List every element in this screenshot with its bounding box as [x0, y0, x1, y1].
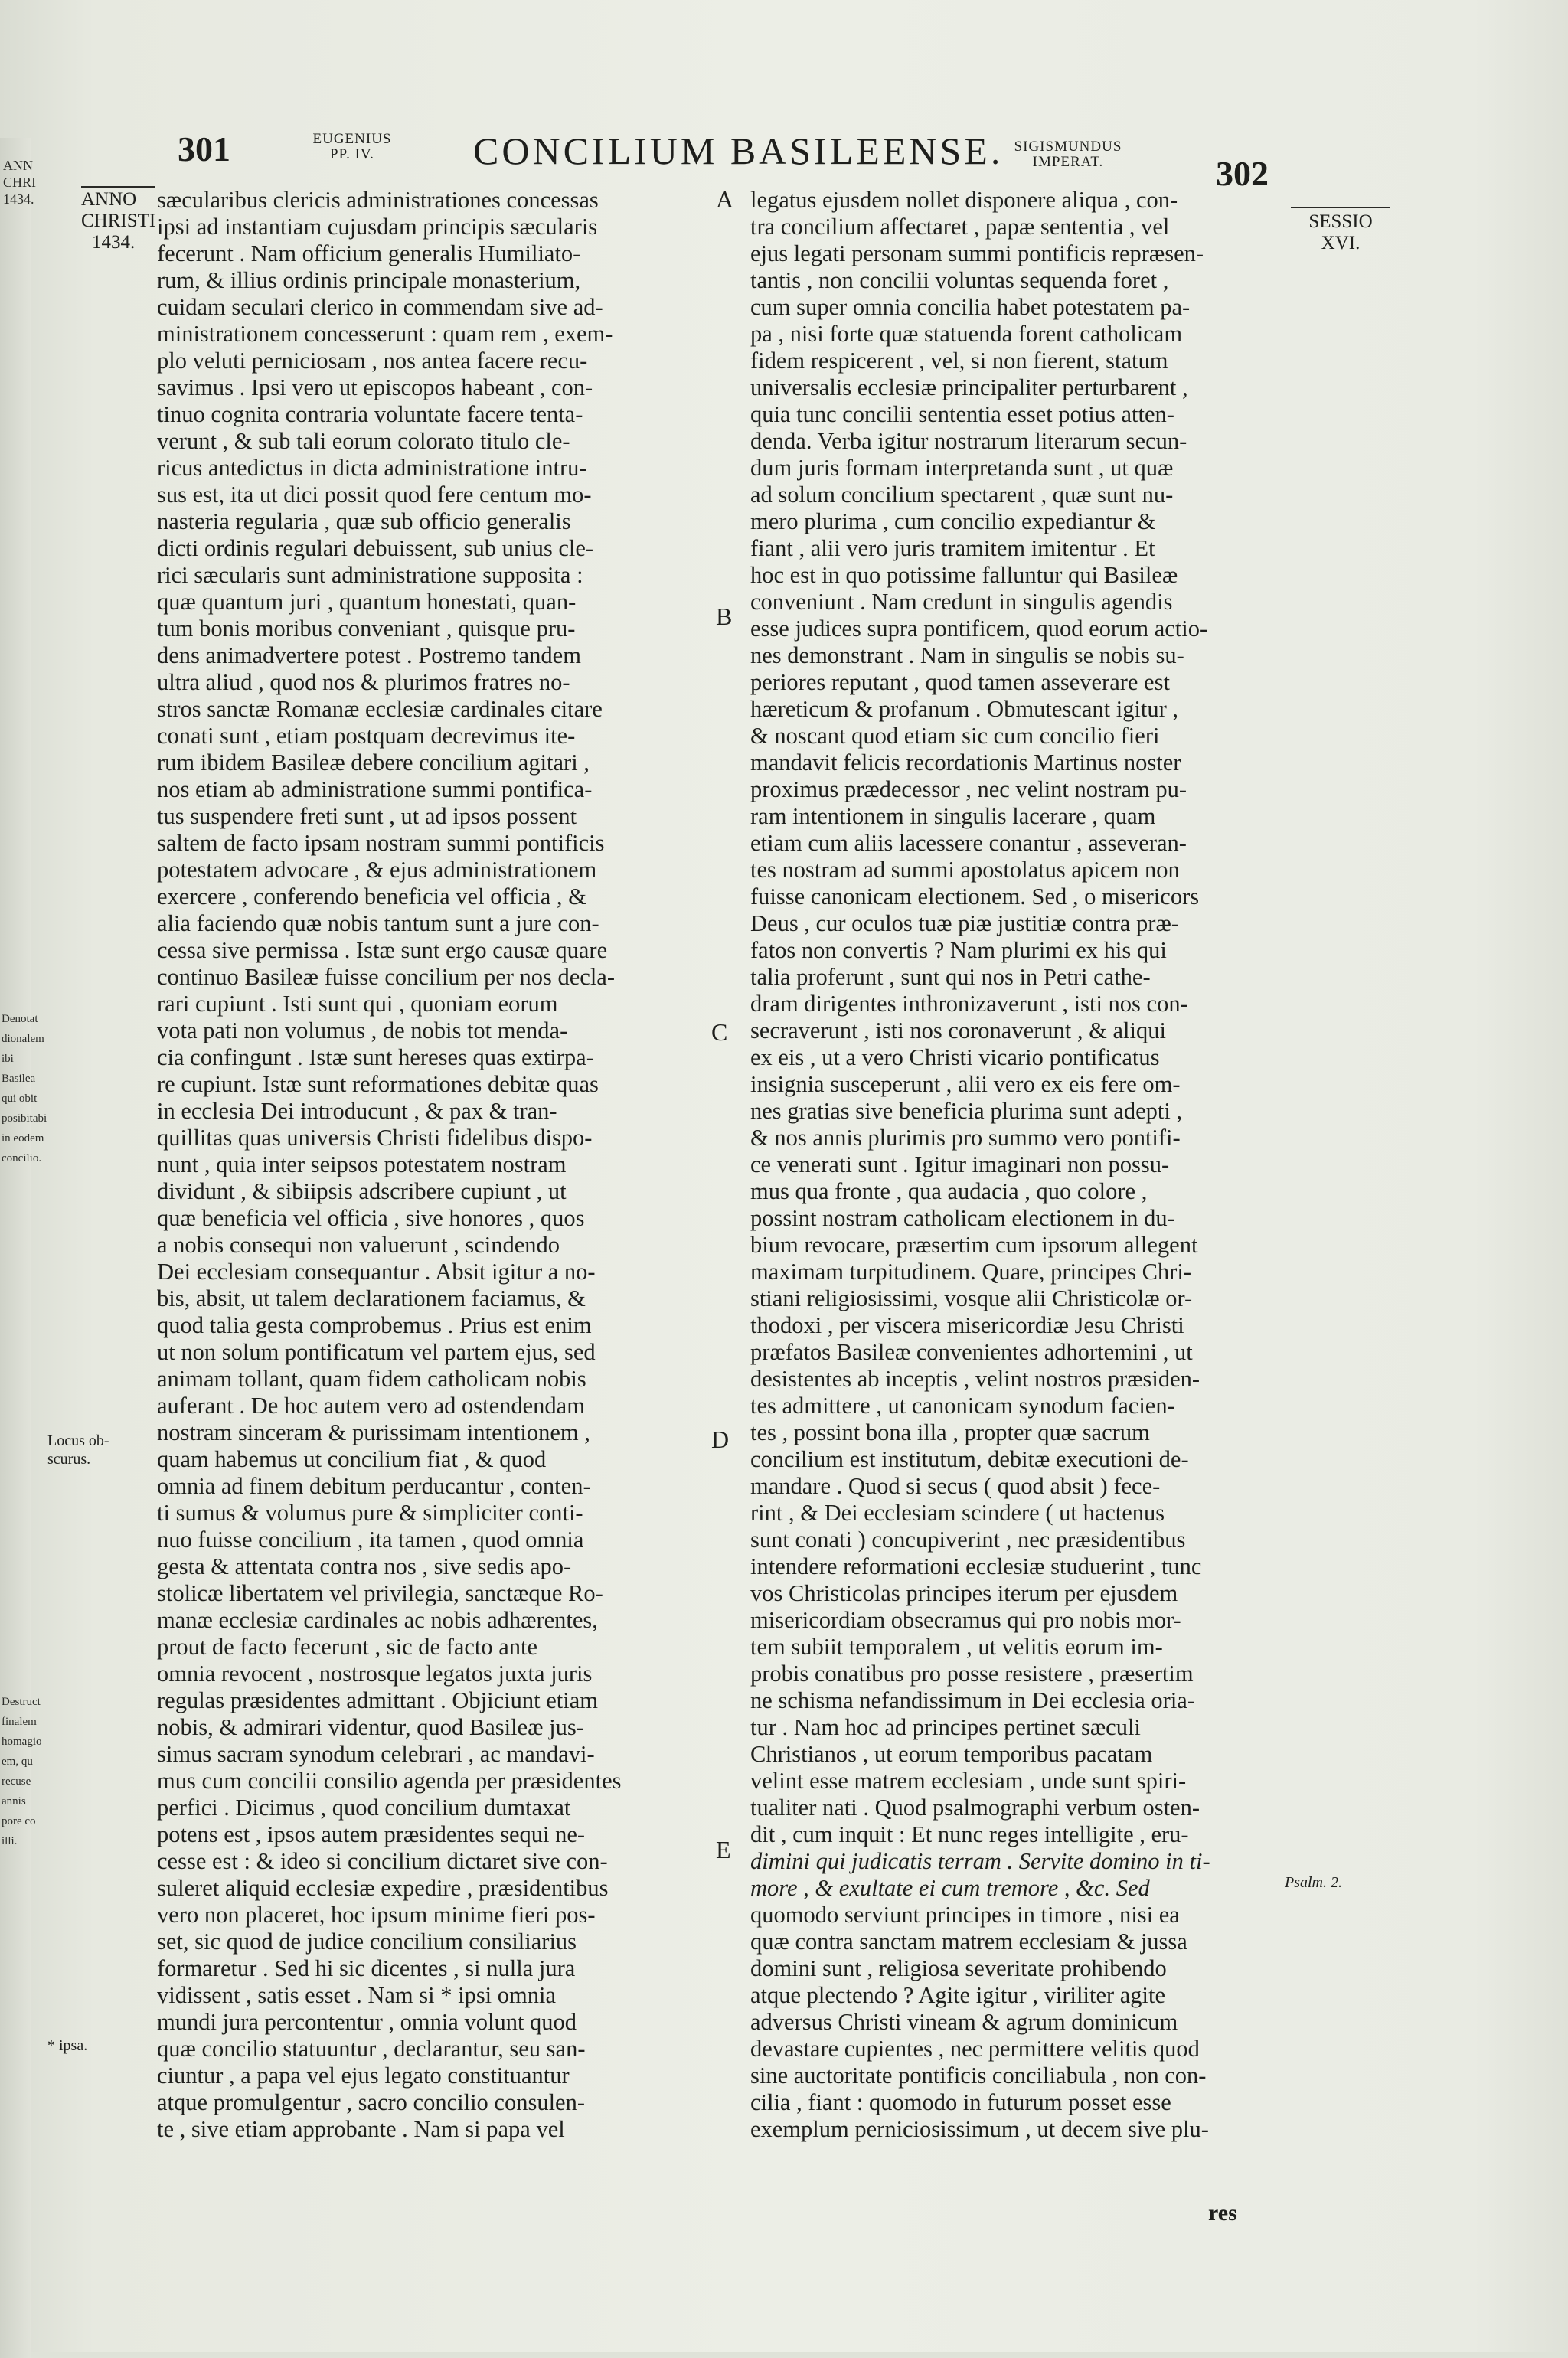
edge-text: illi. — [2, 1835, 18, 1847]
text-line: quillitas quas universis Christi fidelibus dispo- — [157, 1125, 593, 1151]
text-line: tualiter nati . Quod psalmographi verbum osten- — [750, 1795, 1200, 1821]
left-page-number: 301 — [178, 129, 230, 168]
left-text-column — [157, 187, 704, 2143]
text-line: domini sunt , religiosa severitate prohibendo — [750, 1955, 1167, 1981]
text-line: exemplum perniciosissimum , ut decem sive plu- — [750, 2116, 1209, 2142]
text-line: simus sacram synodum celebrari , ac mandavi- — [157, 1741, 595, 1767]
text-line: quam habemus ut concilium fiat , & quod — [157, 1446, 547, 1472]
sessio-note — [1292, 211, 1389, 254]
text-line: fidem respicerent , vel, si non fierent, statum — [750, 348, 1168, 374]
edge-text: ibi Basilea — [2, 1053, 36, 1085]
text-line: & nos annis plurimis pro summo vero pontifi- — [750, 1125, 1181, 1151]
text-line: ce venerati sunt . Igitur imaginari non possu- — [750, 1151, 1170, 1177]
emperor-name: SIGISMUNDUS — [1014, 139, 1122, 155]
text-line: rici sæcularis sunt administratione supposita : — [157, 562, 583, 588]
text-line: ut non solum pontificatum vel partem ejus, sed — [157, 1339, 596, 1365]
text-line: verunt , & sub tali eorum colorato titulo cle- — [157, 428, 570, 454]
text-line: nos etiam ab administratione summi pontifica- — [157, 776, 593, 802]
text-line: præfatos Basileæ convenientes adhortemini , ut — [750, 1339, 1193, 1365]
text-line: manæ ecclesiæ cardinales ac nobis adhærentes, — [157, 1607, 598, 1633]
text-line: ram intentionem in singulis lacerare , quam — [750, 803, 1156, 829]
text-line: nes gratias sive beneficia plurima sunt adepti , — [750, 1098, 1183, 1124]
text-line: potestatem advocare , & ejus administrationem — [157, 857, 597, 883]
text-line: hoc est in quo potissime falluntur qui Basileæ — [750, 562, 1178, 588]
edge-text: in eodem — [2, 1132, 44, 1145]
text-line: ad solum concilium spectarent , quæ sunt nu- — [750, 482, 1174, 508]
text-line: maximam turpitudinem. Quare, principes Chri- — [750, 1259, 1191, 1285]
text-line: gesta & attentata contra nos , sive sedis apo- — [157, 1553, 572, 1579]
text-line: exercere , conferendo beneficia vel officia , & — [157, 883, 586, 910]
text-line: dit , cum inquit : Et nunc reges intelligite , eru- — [750, 1821, 1189, 1847]
sessio-number: XVI. — [1321, 233, 1361, 253]
text-line: sine auctoritate pontificis conciliabula , non con- — [750, 2062, 1207, 2089]
text-line: misericordiam obsecramus qui pro nobis mor- — [750, 1607, 1181, 1633]
text-line: alia faciendo quæ nobis tantum sunt a jure con- — [157, 910, 599, 936]
edge-text: em, qu — [2, 1755, 33, 1768]
text-line: fuisse canonicam electionem. Sed , o misericors — [750, 883, 1200, 910]
sessio-label: SESSIO — [1308, 211, 1373, 232]
text-line: dicti ordinis regulari debuissent, sub unius cle- — [157, 535, 594, 561]
text-line: & noscant quod etiam sic cum concilio fieri — [750, 723, 1160, 749]
text-line: quæ beneficia vel officia , sive honores , quos — [157, 1205, 585, 1231]
text-line: perfici . Dicimus , quod concilium dumtaxat — [157, 1795, 571, 1821]
text-line: suleret aliquid ecclesiæ expedire , præsidentibus — [157, 1875, 609, 1901]
text-line: ipsi ad instantiam cujusdam principis sæcularis — [157, 214, 598, 240]
text-line: rum, & illius ordinis principale monasterium, — [157, 267, 581, 293]
text-line: universalis ecclesiæ principaliter perturbarent , — [750, 374, 1188, 400]
text-line: omnia ad finem debitum perducantur , conten- — [157, 1473, 591, 1499]
edge-fragment-low — [2, 1692, 46, 1851]
text-line: stiani religiosissimi, vosque alii Christicolæ or- — [750, 1285, 1193, 1311]
text-line: sus est, ita ut dici possit quod fere centum mo- — [157, 482, 592, 508]
section-letter-b: B — [716, 603, 733, 630]
text-line: tum bonis moribus conveniant , quisque pru- — [157, 616, 576, 642]
text-line: devastare cupientes , nec permittere velitis quod — [750, 2036, 1200, 2062]
text-line: tus suspendere freti sunt , ut ad ipsos possent — [157, 803, 577, 829]
text-line: nasteria regularia , quæ sub officio generalis — [157, 508, 571, 534]
edge-text: 1434. — [3, 191, 34, 207]
text-line: mundi jura percontentur , omnia volunt quod — [157, 2009, 577, 2035]
text-line: a nobis consequi non valuerunt , scindendo — [157, 1232, 560, 1258]
text-line: ultra aliud , quod nos & plurimos fratres no- — [157, 669, 570, 695]
edge-text: Destruct — [2, 1696, 41, 1708]
text-line: conveniunt . Nam credunt in singulis agendis — [750, 589, 1173, 615]
edge-text: qui obit — [2, 1092, 38, 1105]
text-line: esse judices supra pontificem, quod eorum actio- — [750, 616, 1208, 642]
text-line: regulas præsidentes admittant . Objiciunt etiam — [157, 1687, 598, 1713]
text-line: mandare . Quod si secus ( quod absit ) fece- — [750, 1473, 1161, 1499]
text-line: Christianos , ut eorum temporibus pacatam — [750, 1741, 1153, 1767]
year-label: 1434. — [92, 232, 136, 253]
catchword: res — [1208, 2200, 1237, 2226]
right-text-column — [750, 187, 1291, 2143]
text-line: cesse est : & ideo si concilium dictaret sive con- — [157, 1848, 608, 1874]
edge-fragment-mid — [2, 1009, 46, 1168]
text-line: Dei ecclesiam consequantur . Absit igitur a no- — [157, 1259, 596, 1285]
edge-text: pore co — [2, 1815, 36, 1827]
text-line: nuo fuisse concilium , ita tamen , quod omnia — [157, 1527, 584, 1553]
text-line: dens animadvertere potest . Postremo tandem — [157, 642, 581, 668]
text-line: nostram sinceram & purissimam intentionem , — [157, 1419, 590, 1445]
text-line: quæ quantum juri , quantum honestati, quan- — [157, 589, 577, 615]
text-line: nobis, & admirari videntur, quod Basileæ jus- — [157, 1714, 584, 1740]
text-line: nes demonstrant . Nam in singulis se nobis su- — [750, 642, 1184, 668]
text-line: fecerunt . Nam officium generalis Humiliato- — [157, 240, 581, 266]
text-line: ex eis , ut a vero Christi vicario pontificatus — [750, 1044, 1160, 1070]
text-line: animam tollant, quam fidem catholicam nobis — [157, 1366, 586, 1392]
margin-rule — [81, 186, 155, 188]
section-letter-c: C — [711, 1018, 728, 1046]
text-line: sunt conati ) concupiverint , nec præsidentibus — [750, 1527, 1186, 1553]
text-line: auferant . De hoc autem vero ad ostendendam — [157, 1393, 585, 1419]
page-title: CONCILIUM BASILEENSE. — [473, 129, 1004, 172]
text-line: saltem de facto ipsam nostram summi pontificis — [157, 830, 605, 856]
text-line: quomodo serviunt principes in timore , nisi ea — [750, 1902, 1180, 1928]
text-line: ne schisma nefandissimum in Dei ecclesia oria- — [750, 1687, 1196, 1713]
edge-text: recuse — [2, 1775, 31, 1788]
text-line: concilium est institutum, debitæ executioni de- — [750, 1446, 1189, 1472]
text-line: te , sive etiam approbante . Nam si papa vel — [157, 2116, 565, 2142]
text-line: atque promulgentur , sacro concilio consulen- — [157, 2089, 585, 2115]
text-line: cessa sive permissa . Istæ sunt ergo causæ quare — [157, 937, 608, 963]
text-line: tem subiit temporalem , ut velitis eorum im- — [750, 1634, 1163, 1660]
margin-note-ipsa: * ipsa. — [47, 2037, 88, 2054]
emperor-title: IMPERAT. — [1032, 154, 1104, 170]
text-line: set, sic quod de judice concilium consiliarius — [157, 1929, 577, 1955]
text-line: tes admittere , ut canonicam synodum facien- — [750, 1393, 1175, 1419]
text-line: mandavit felicis recordationis Martinus noster — [750, 750, 1181, 776]
text-line: rint , & Dei ecclesiam scindere ( ut hactenus — [750, 1500, 1165, 1526]
text-line: tur . Nam hoc ad principes pertinet sæculi — [750, 1714, 1141, 1740]
text-line: proximus prædecessor , nec velint nostram pu- — [750, 776, 1187, 802]
text-line: conati sunt , etiam postquam decrevimus ite- — [157, 723, 576, 749]
right-page-number: 302 — [1216, 154, 1269, 193]
text-line: velint esse matrem ecclesiam , unde sunt spiri- — [750, 1768, 1187, 1794]
text-line: insignia susceperunt , alii vero ex eis fere om- — [750, 1071, 1181, 1097]
text-line: re cupiunt. Istæ sunt reformationes debitæ quas — [157, 1071, 599, 1097]
text-line: bium revocare, præsertim cum ipsorum allegent — [750, 1232, 1198, 1258]
text-line: ejus legati personam summi pontificis repræsen- — [750, 240, 1204, 266]
text-line: thodoxi , per viscera misericordiæ Jesu Christi — [750, 1312, 1184, 1338]
text-line: mus cum concilii consilio agenda per præsidentes — [157, 1768, 622, 1794]
text-line: tes nostram ad summi apostolatus apicem non — [750, 857, 1180, 883]
text-line: ministrationem concesserunt : quam rem , exem- — [157, 321, 613, 347]
text-line: ricus antedictus in dicta administratione intru- — [157, 455, 587, 481]
pope-name: EUGENIUS — [312, 131, 392, 147]
text-line: talia proferunt , sunt qui nos in Petri cathe- — [750, 964, 1151, 990]
margin-note-locus — [47, 1432, 109, 1468]
text-line: in ecclesia Dei introducunt , & pax & tran- — [157, 1098, 557, 1124]
text-line: hæreticum & profanum . Obmutescant igitur , — [750, 696, 1179, 722]
edge-text: homagio — [2, 1736, 42, 1748]
text-line: prout de facto fecerunt , sic de facto ante — [157, 1634, 538, 1660]
edge-text: concilio. — [2, 1152, 42, 1164]
edge-text: finalem — [2, 1716, 37, 1728]
christi-label: CHRISTI — [81, 211, 156, 231]
text-line: quæ concilio statuuntur , declarantur, seu san- — [157, 2036, 586, 2062]
text-line: dram dirigentes inthronizaverunt , isti nos con- — [750, 991, 1188, 1017]
text-line: vero non placeret, hoc ipsum minime fieri pos- — [157, 1902, 596, 1928]
text-line: cia confingunt . Istæ sunt hereses quas extirpa- — [157, 1044, 594, 1070]
text-line: fatos non convertis ? Nam plurimi ex his qui — [750, 937, 1167, 963]
text-line: cum super omnia concilia habet potestatem pa- — [750, 294, 1191, 320]
text-line: mero plurima , cum concilio expediantur & — [750, 508, 1156, 534]
text-line: cuidam seculari clerico in commendam sive ad- — [157, 294, 603, 320]
text-line: rari cupiunt . Isti sunt qui , quoniam eorum — [157, 991, 558, 1017]
edge-text: Denotat — [2, 1013, 38, 1025]
text-line: ti sumus & volumus pure & simpliciter conti- — [157, 1500, 583, 1526]
text-line: mus qua fronte , qua audacia , quo colore , — [750, 1178, 1148, 1204]
text-line: quod talia gesta comprobemus . Prius est enim — [157, 1312, 592, 1338]
edge-text: ANN — [3, 158, 33, 173]
margin-note-psalm: Psalm. 2. — [1285, 1874, 1342, 1891]
text-line: vota pati non volumus , de nobis tot menda- — [157, 1017, 568, 1043]
text-line: secraverunt , isti nos coronaverunt , & aliqui — [750, 1017, 1166, 1043]
section-letter-d: D — [711, 1426, 730, 1453]
text-line: continuo Basileæ fuisse concilium per nos decla- — [157, 964, 615, 990]
text-line: probis conatibus pro posse resistere , præsertim — [750, 1661, 1194, 1687]
text-line: fiant , alii vero juris tramitem imitentur . Et — [750, 535, 1155, 561]
text-line: pa , nisi forte quæ statuenda forent catholicam — [750, 321, 1183, 347]
text-line: periores reputant , quod tamen asseverare est — [750, 669, 1170, 695]
text-line: savimus . Ipsi vero ut episcopos habeant , con- — [157, 374, 593, 400]
section-letter-e: E — [716, 1836, 731, 1863]
text-line: quæ contra sanctam matrem ecclesiam & jussa — [750, 1929, 1187, 1955]
text-line: ciuntur , a papa vel ejus legato constituantur — [157, 2062, 570, 2089]
note-line: scurus. — [47, 1451, 91, 1468]
text-line: formaretur . Sed hi sic dicentes , si nulla jura — [157, 1955, 576, 1981]
previous-page-edge — [0, 138, 37, 2358]
text-line: omnia revocent , nostrosque legatos juxta juris — [157, 1661, 593, 1687]
edge-text: dionalem — [2, 1033, 44, 1045]
text-line: Deus , cur oculos tuæ piæ justitiæ contra præ- — [750, 910, 1179, 936]
anno-label: ANNO — [81, 189, 137, 210]
edge-text: CHRI — [3, 175, 37, 190]
edge-text: annis — [2, 1795, 26, 1808]
text-line: stolicæ libertatem vel privilegia, sanctæque Ro- — [157, 1580, 603, 1606]
text-line: adversus Christi vineam & agrum dominicum — [750, 2009, 1178, 2035]
text-line: nunt , quia inter seipsos potestatem nostram — [157, 1151, 567, 1177]
text-line: desistentes ab inceptis , velint nostros præsiden- — [750, 1366, 1200, 1392]
text-line: stros sanctæ Romanæ ecclesiæ cardinales citare — [157, 696, 603, 722]
text-line: tra concilium affectaret , papæ sententia , vel — [750, 214, 1170, 240]
text-line: sæcularibus clericis administrationes concessas — [157, 187, 599, 213]
note-line: Locus ob- — [47, 1432, 109, 1449]
text-line: tinuo cognita contraria voluntate facere tenta- — [157, 401, 583, 427]
text-line: potens est , ipsos autem præsidentes sequi ne- — [157, 1821, 586, 1847]
text-line: bis, absit, ut talem declarationem faciamus, & — [157, 1285, 586, 1311]
right-running-head — [988, 139, 1148, 170]
text-line: rum ibidem Basileæ debere concilium agitari , — [157, 750, 590, 776]
text-line: cilia , fiant : quomodo in futurum posset esse — [750, 2089, 1171, 2115]
edge-fragment-top — [3, 157, 37, 207]
text-line: dum juris formam interpretanda sunt , ut quæ — [750, 455, 1174, 481]
text-line: more , & exultate ei cum tremore , &c. Sed — [750, 1875, 1150, 1901]
section-letter-a: A — [716, 185, 734, 213]
text-line: atque plectendo ? Agite igitur , viriliter agite — [750, 1982, 1166, 2008]
text-line: quia tunc concilii sententia esset potius atten- — [750, 401, 1174, 427]
text-line: possint nostram catholicam electionem in du- — [750, 1205, 1175, 1231]
edge-text: posibitabi — [2, 1112, 47, 1125]
text-line: intendere reformationi ecclesiæ studuerint , tunc — [750, 1553, 1202, 1579]
text-line: etiam cum aliis lacessere conantur , asseveran- — [750, 830, 1187, 856]
margin-rule — [1291, 207, 1390, 208]
text-line: denda. Verba igitur nostrarum literarum secun- — [750, 428, 1187, 454]
text-line: plo veluti perniciosam , nos antea facere recu- — [157, 348, 588, 374]
pope-title: PP. IV. — [330, 146, 374, 162]
text-line: dividunt , & sibiipsis adscribere cupiunt , ut — [157, 1178, 567, 1204]
text-line: tes , possint bona illa , propter quæ sacrum — [750, 1419, 1150, 1445]
text-line: vidissent , satis esset . Nam si * ipsi omnia — [157, 1982, 557, 2008]
anno-christi-note — [81, 189, 155, 253]
text-line: vos Christicolas principes iterum per ejusdem — [750, 1580, 1178, 1606]
text-line: legatus ejusdem nollet disponere aliqua , con- — [750, 187, 1178, 213]
text-line: dimini qui judicatis terram . Servite domino in ti- — [750, 1848, 1210, 1874]
text-line: tantis , non concilii voluntas sequenda foret , — [750, 267, 1169, 293]
left-running-head — [302, 132, 402, 162]
